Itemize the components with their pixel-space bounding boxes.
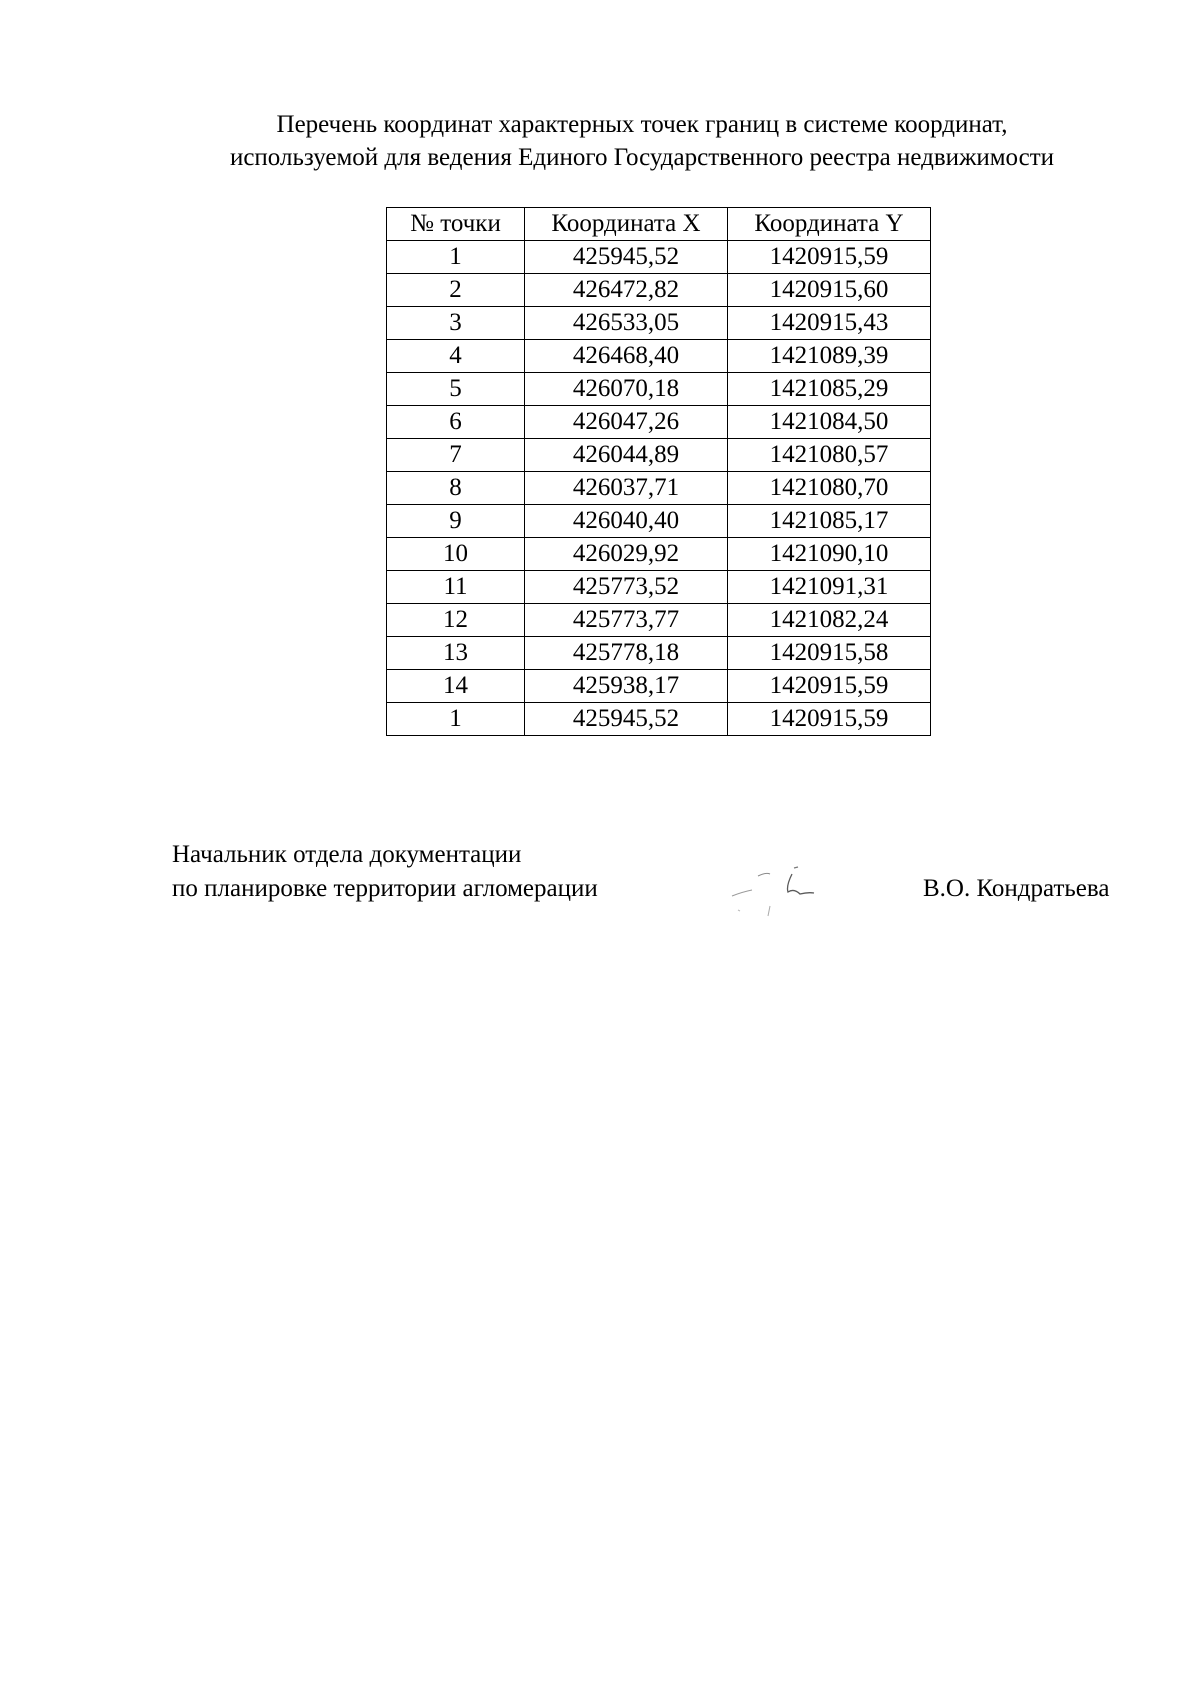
coordinate-x-cell: 425773,77 xyxy=(525,604,728,637)
coordinate-y-cell: 1421091,31 xyxy=(728,571,931,604)
coordinate-x-cell: 426070,18 xyxy=(525,373,728,406)
coordinate-x-cell: 426533,05 xyxy=(525,307,728,340)
table-header-row xyxy=(387,208,931,241)
point-number-cell: 12 xyxy=(387,604,525,637)
table-row xyxy=(387,406,931,439)
signer-name: В.О. Кондратьева xyxy=(923,875,1110,902)
coordinate-y-cell: 1420915,58 xyxy=(728,637,931,670)
coordinate-x-cell: 425945,52 xyxy=(525,241,728,274)
point-number-cell: 4 xyxy=(387,340,525,373)
coordinate-y-cell: 1420915,43 xyxy=(728,307,931,340)
coordinate-y-cell: 1421080,70 xyxy=(728,472,931,505)
coordinate-x-cell: 425945,52 xyxy=(525,703,728,736)
coordinate-y-cell: 1421085,17 xyxy=(728,505,931,538)
table-row xyxy=(387,604,931,637)
point-number-cell: 8 xyxy=(387,472,525,505)
table-row xyxy=(387,637,931,670)
coordinate-x-cell: 425773,52 xyxy=(525,571,728,604)
title-line-2: используемой для ведения Единого Государственного реестра недвижимости xyxy=(229,144,1055,171)
position-line-2: по планировке территории агломерации xyxy=(172,875,598,902)
table-row xyxy=(387,472,931,505)
coordinate-x-cell: 426037,71 xyxy=(525,472,728,505)
title-line-1: Перечень координат характерных точек границ в системе координат, xyxy=(276,111,1008,138)
point-number-cell: 7 xyxy=(387,439,525,472)
coordinate-x-cell: 425938,17 xyxy=(525,670,728,703)
coordinate-x-cell: 426044,89 xyxy=(525,439,728,472)
coordinate-x-cell: 426040,40 xyxy=(525,505,728,538)
point-number-cell: 9 xyxy=(387,505,525,538)
point-number-cell: 10 xyxy=(387,538,525,571)
position-line-1: Начальник отдела документации xyxy=(172,841,522,868)
coordinate-x-cell: 426472,82 xyxy=(525,274,728,307)
coordinate-y-cell: 1420915,59 xyxy=(728,703,931,736)
coordinate-x-cell: 425778,18 xyxy=(525,637,728,670)
coordinate-y-cell: 1420915,60 xyxy=(728,274,931,307)
point-number-cell: 14 xyxy=(387,670,525,703)
coordinate-y-cell: 1421084,50 xyxy=(728,406,931,439)
handwritten-signature-icon xyxy=(728,850,828,920)
table-row xyxy=(387,373,931,406)
table-row xyxy=(387,241,931,274)
table-row xyxy=(387,571,931,604)
signer-position xyxy=(172,838,598,906)
column-header-coordinate-x: Координата X xyxy=(525,208,728,241)
coordinate-y-cell: 1421085,29 xyxy=(728,373,931,406)
table-row xyxy=(387,340,931,373)
table-row xyxy=(387,538,931,571)
coordinate-y-cell: 1421090,10 xyxy=(728,538,931,571)
coordinate-y-cell: 1421082,24 xyxy=(728,604,931,637)
point-number-cell: 5 xyxy=(387,373,525,406)
column-header-coordinate-y: Координата Y xyxy=(728,208,931,241)
coordinate-x-cell: 426468,40 xyxy=(525,340,728,373)
coordinate-x-cell: 426047,26 xyxy=(525,406,728,439)
point-number-cell: 3 xyxy=(387,307,525,340)
coordinates-table xyxy=(386,207,931,736)
table-row xyxy=(387,307,931,340)
document-title xyxy=(0,108,1200,174)
point-number-cell: 2 xyxy=(387,274,525,307)
table-row xyxy=(387,505,931,538)
table-row xyxy=(387,439,931,472)
coordinate-y-cell: 1420915,59 xyxy=(728,670,931,703)
point-number-cell: 6 xyxy=(387,406,525,439)
coordinate-y-cell: 1421089,39 xyxy=(728,340,931,373)
coordinate-y-cell: 1421080,57 xyxy=(728,439,931,472)
table-row xyxy=(387,274,931,307)
point-number-cell: 11 xyxy=(387,571,525,604)
coordinate-y-cell: 1420915,59 xyxy=(728,241,931,274)
coordinate-x-cell: 426029,92 xyxy=(525,538,728,571)
point-number-cell: 1 xyxy=(387,241,525,274)
point-number-cell: 1 xyxy=(387,703,525,736)
table-row xyxy=(387,670,931,703)
point-number-cell: 13 xyxy=(387,637,525,670)
column-header-point-number: № точки xyxy=(387,208,525,241)
table-row xyxy=(387,703,931,736)
